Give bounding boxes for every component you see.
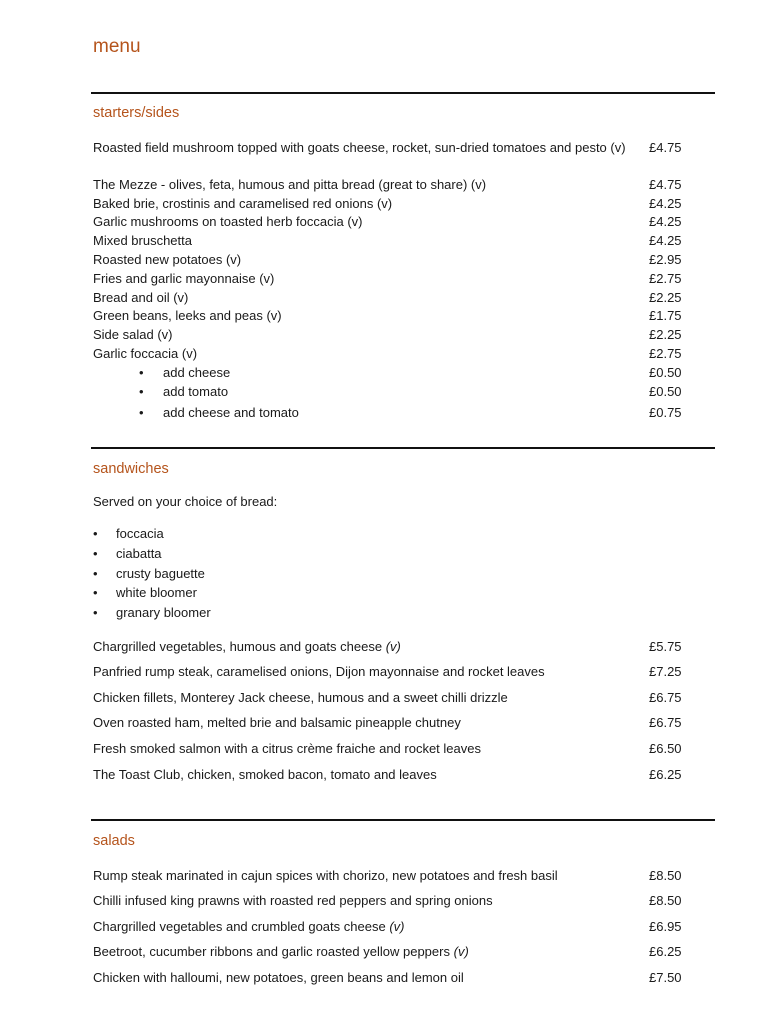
item-name: Baked brie, crostinis and caramelised red onions (v) — [93, 196, 393, 211]
menu-item — [93, 740, 693, 759]
item-price: £2.25 — [649, 290, 682, 305]
bullet-icon: • — [93, 585, 98, 600]
item-price: £8.50 — [649, 893, 682, 908]
item-name: Chilli infused king prawns with roasted red peppers and spring onions — [93, 893, 493, 908]
bullet-icon: • — [93, 605, 98, 620]
bullet-icon: • — [139, 365, 144, 380]
addon-item — [93, 404, 693, 423]
bread-label: white bloomer — [116, 585, 197, 600]
menu-item — [93, 326, 693, 345]
menu-item — [93, 766, 693, 785]
item-price: £2.75 — [649, 271, 682, 286]
item-name: The Toast Club, chicken, smoked bacon, tomato and leaves — [93, 767, 437, 782]
item-price: £7.25 — [649, 664, 682, 679]
item-price: £2.95 — [649, 252, 682, 267]
menu-item — [93, 969, 693, 988]
item-name: Chargrilled vegetables and crumbled goats cheese (v) — [93, 919, 405, 934]
bread-intro: Served on your choice of bread: — [93, 494, 278, 509]
section-divider — [91, 819, 715, 821]
menu-item — [93, 689, 693, 708]
section-heading-starters: starters/sides — [93, 105, 180, 121]
item-name: Chicken with halloumi, new potatoes, green beans and lemon oil — [93, 970, 464, 985]
bullet-icon: • — [93, 546, 98, 561]
item-price: £6.75 — [649, 715, 682, 730]
menu-item — [93, 892, 693, 911]
item-name: Roasted new potatoes (v) — [93, 252, 242, 267]
menu-item — [93, 714, 693, 733]
item-price: £0.75 — [649, 405, 682, 420]
item-name: Panfried rump steak, caramelised onions, Dijon mayonnaise and rocket leaves — [93, 664, 545, 679]
menu-item — [93, 213, 693, 232]
item-price: £6.25 — [649, 767, 682, 782]
item-price: £6.25 — [649, 944, 682, 959]
menu-item — [93, 289, 693, 308]
bread-label: crusty baguette — [116, 566, 205, 581]
bullet-icon: • — [93, 566, 98, 581]
vegetarian-mark: (v) — [389, 919, 405, 934]
bread-label: ciabatta — [116, 546, 162, 561]
item-price: £0.50 — [649, 384, 682, 399]
menu-item — [93, 251, 693, 270]
item-name: Bread and oil (v) — [93, 290, 189, 305]
item-name: Rump steak marinated in cajun spices with chorizo, new potatoes and fresh basil — [93, 868, 558, 883]
bullet-icon: • — [93, 526, 98, 541]
section-divider — [91, 92, 715, 94]
item-name: Garlic foccacia (v) — [93, 346, 198, 361]
item-price: £6.75 — [649, 690, 682, 705]
section-heading-salads: salads — [93, 833, 135, 849]
menu-item — [93, 195, 693, 214]
page-title: menu — [93, 36, 141, 57]
menu-item — [93, 943, 693, 962]
item-price: £5.75 — [649, 639, 682, 654]
bullet-icon: • — [139, 384, 144, 399]
item-price: £4.25 — [649, 214, 682, 229]
vegetarian-mark: (v) — [453, 944, 469, 959]
menu-item — [93, 663, 693, 682]
menu-item — [93, 176, 693, 195]
item-price: £6.50 — [649, 741, 682, 756]
item-price: £6.95 — [649, 919, 682, 934]
menu-item — [93, 139, 693, 158]
section-divider — [91, 447, 715, 449]
item-price: £2.25 — [649, 327, 682, 342]
menu-item — [93, 918, 693, 937]
item-price: £8.50 — [649, 868, 682, 883]
menu-item — [93, 232, 693, 251]
item-name: The Mezze - olives, feta, humous and pitta bread (great to share) (v) — [93, 177, 487, 192]
item-price: £4.25 — [649, 233, 682, 248]
section-heading-sandwiches: sandwiches — [93, 461, 169, 477]
item-price: £0.50 — [649, 365, 682, 380]
item-name: Mixed bruschetta — [93, 233, 192, 248]
item-name: Side salad (v) — [93, 327, 173, 342]
menu-item — [93, 307, 693, 326]
item-name: Garlic mushrooms on toasted herb foccacia (v) — [93, 214, 363, 229]
item-name: Oven roasted ham, melted brie and balsamic pineapple chutney — [93, 715, 461, 730]
bread-label: foccacia — [116, 526, 164, 541]
item-name: add cheese — [163, 365, 231, 380]
addon-item — [93, 383, 693, 402]
item-name: Roasted field mushroom topped with goats cheese, rocket, sun-dried tomatoes and pesto (v) — [93, 140, 626, 155]
addon-item — [93, 364, 693, 383]
menu-item — [93, 867, 693, 886]
menu-item — [93, 270, 693, 289]
item-name: Fries and garlic mayonnaise (v) — [93, 271, 275, 286]
item-name: Beetroot, cucumber ribbons and garlic roasted yellow peppers (v) — [93, 944, 469, 959]
vegetarian-mark: (v) — [385, 639, 401, 654]
item-price: £1.75 — [649, 308, 682, 323]
bread-label: granary bloomer — [116, 605, 211, 620]
item-price: £4.25 — [649, 196, 682, 211]
item-name: Fresh smoked salmon with a citrus crème fraiche and rocket leaves — [93, 741, 481, 756]
item-name: Chargrilled vegetables, humous and goats cheese (v) — [93, 639, 401, 654]
item-name: Chicken fillets, Monterey Jack cheese, humous and a sweet chilli drizzle — [93, 690, 508, 705]
item-price: £2.75 — [649, 346, 682, 361]
item-name: Green beans, leeks and peas (v) — [93, 308, 282, 323]
item-name: add tomato — [163, 384, 229, 399]
item-name: add cheese and tomato — [163, 405, 299, 420]
item-price: £4.75 — [649, 140, 682, 155]
bullet-icon: • — [139, 405, 144, 420]
menu-item — [93, 638, 693, 657]
item-price: £7.50 — [649, 970, 682, 985]
item-price: £4.75 — [649, 177, 682, 192]
menu-item — [93, 345, 693, 364]
